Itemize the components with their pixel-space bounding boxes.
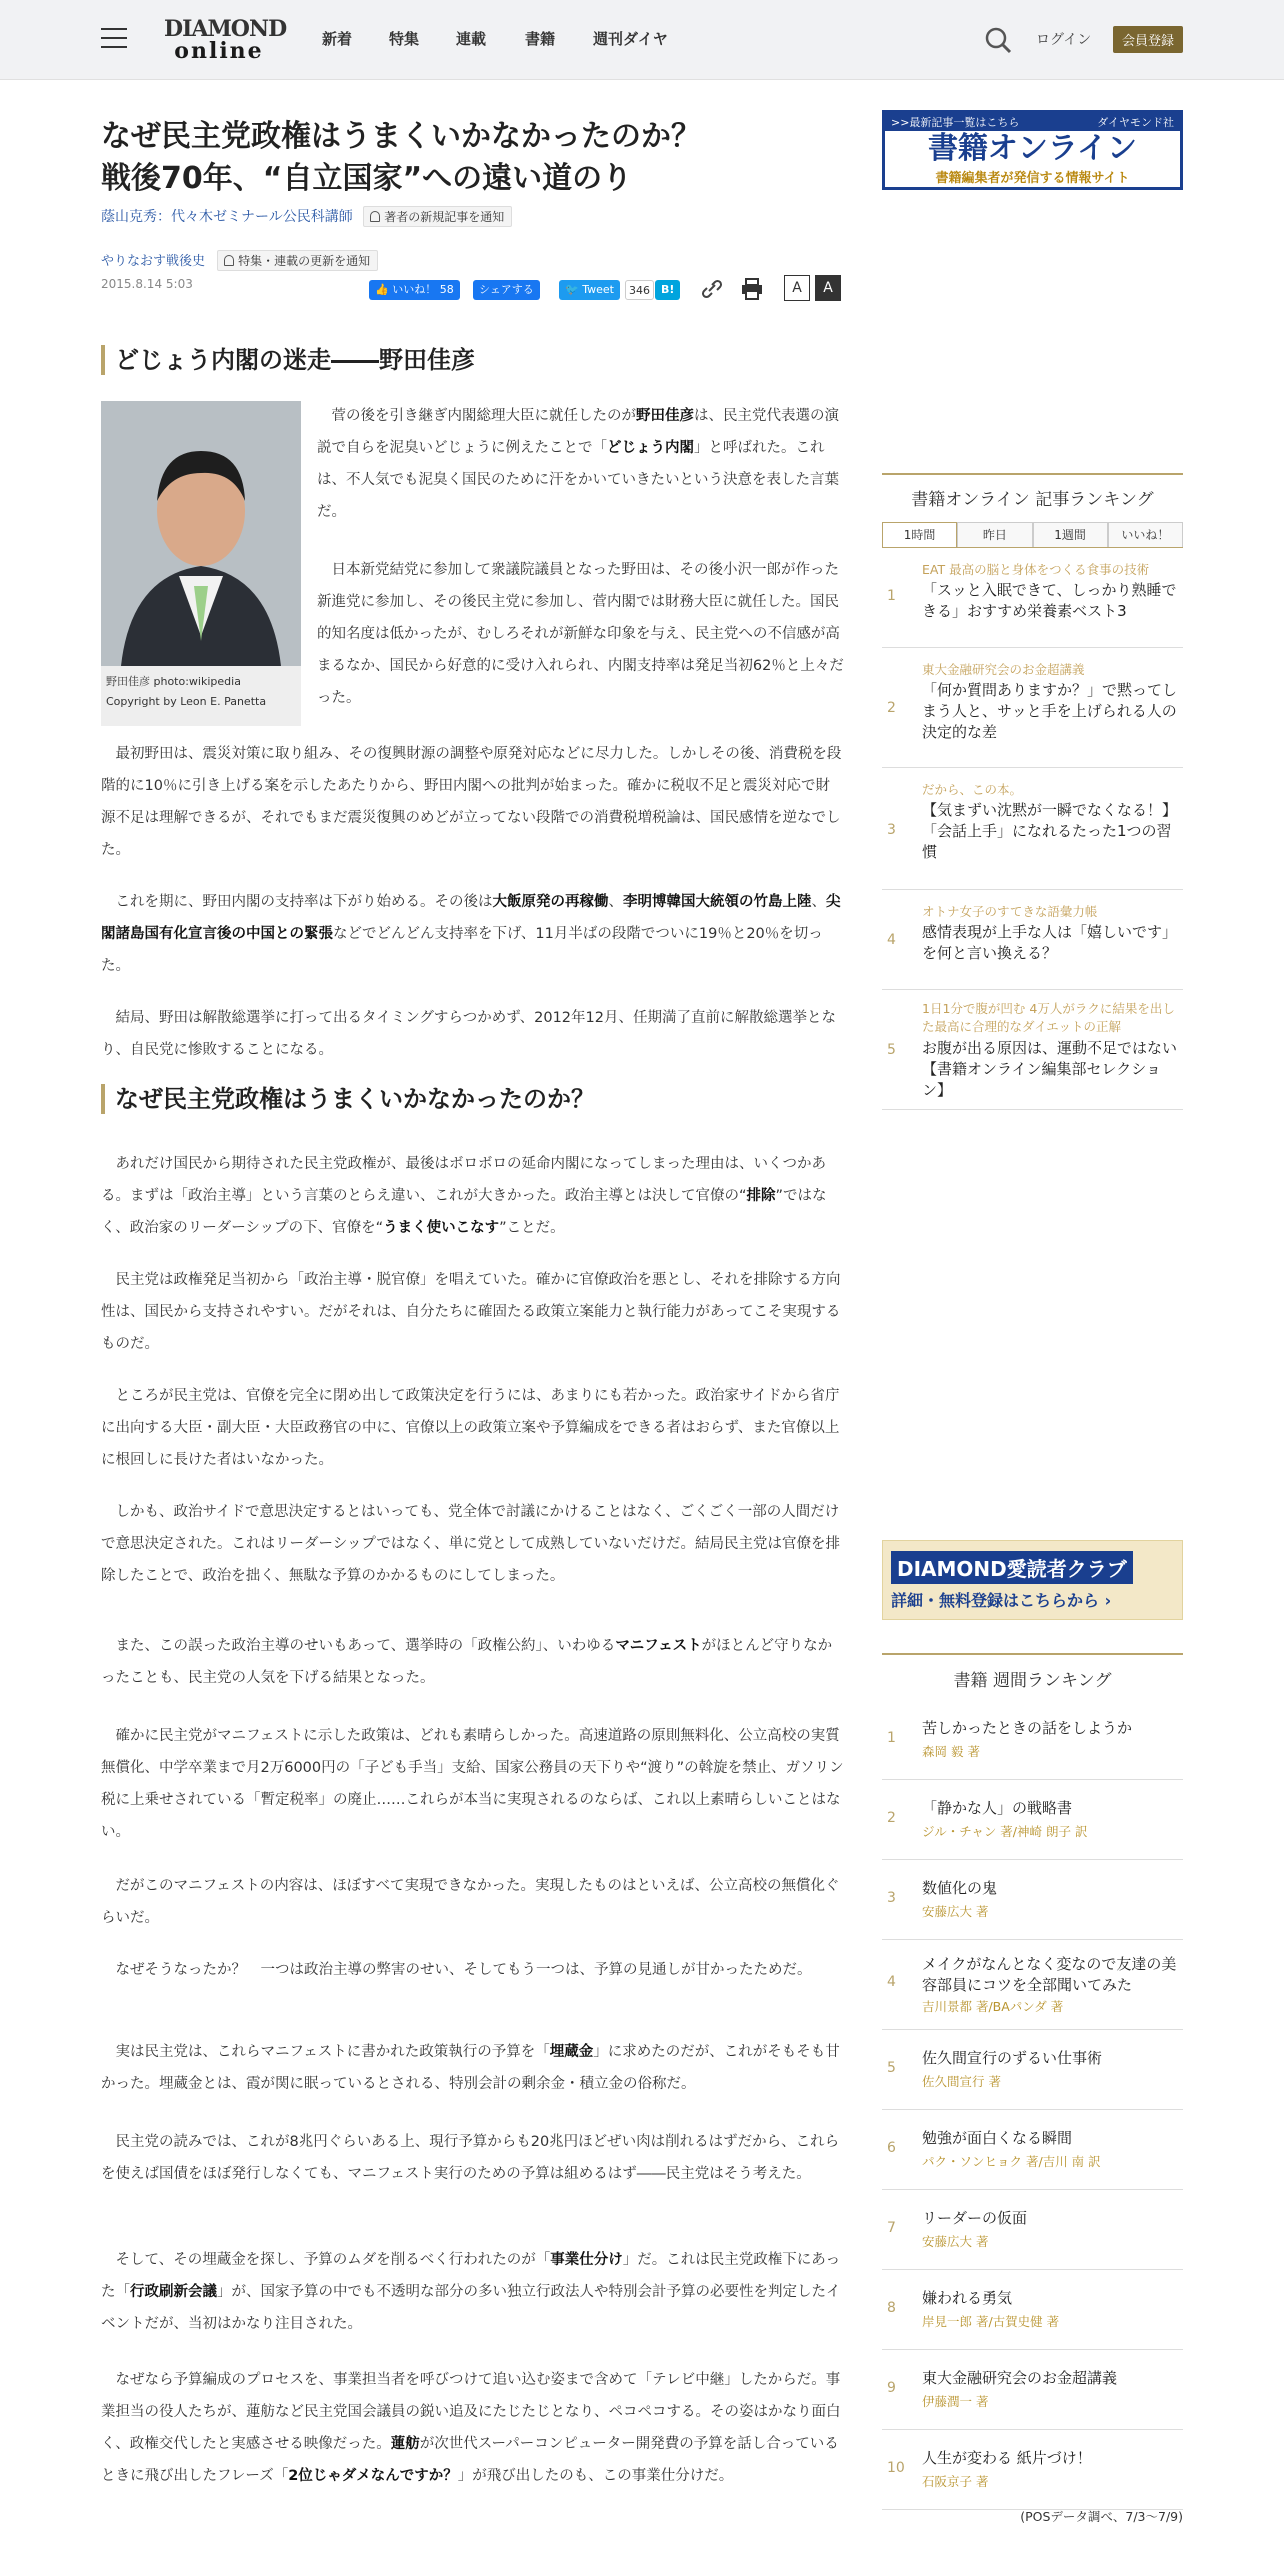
book-title: リーダーの仮面 — [922, 2209, 1028, 2227]
p4-sep-2: 、 — [811, 894, 826, 910]
rank-number: 9 — [887, 2380, 896, 2396]
book-author: 安藤広大 著 — [922, 2234, 989, 2249]
paragraph-1 — [317, 400, 844, 528]
rank-number: 1 — [887, 588, 896, 604]
book-title: 人生が変わる 紙片づけ！ — [922, 2449, 1092, 2467]
p1-text-2: は、民主党代表選の演説で自らを泥臭いどじょうに例えたことで「 — [317, 408, 839, 456]
paragraph-9: しかも、政治サイドで意思決定するとはいっても、党全体で討議にかけることはなく、ごくごく一部の人間だけで意思決定された。これはリーダーシップではなく、単に党として成熟していないだけだ。結局民主党は官僚を排除したことで、政治を拙く、無駄な予算のかかるものにしてしまった。 — [101, 1504, 841, 1584]
rank-category: 東大金融研究会のお金超講義 — [922, 662, 1085, 677]
book-author: 吉川景都 著/BAパンダ 著 — [922, 1999, 1064, 2014]
author-notify-button[interactable] — [363, 206, 512, 227]
book-title: 数値化の鬼 — [922, 1879, 998, 1897]
rank-title: 【気まずい沈黙が一瞬でなくなる！】「会話上手」になれるたった1つの習慣 — [922, 801, 1178, 861]
book-title: 佐久間宣行のずるい仕事術 — [922, 2049, 1103, 2067]
banner2-sub-text: 詳細・無料登録はこちらから — [891, 1591, 1100, 1610]
menu-icon[interactable] — [101, 28, 127, 48]
paragraph-10 — [101, 1630, 844, 1694]
ranking2-divider — [882, 1653, 1183, 1655]
ranking1-item-1[interactable] — [882, 548, 1183, 648]
font-size-small-button[interactable]: A — [784, 275, 810, 301]
photo-caption-1: 野田佳彦 photo:wikipedia — [106, 675, 241, 688]
book-title: 苦しかったときの話をしようか — [922, 1719, 1133, 1737]
rank-number: 5 — [887, 1042, 896, 1058]
publish-date: 2015.8.14 5:03 — [101, 277, 193, 291]
rank-number: 3 — [887, 1890, 896, 1906]
login-link[interactable]: ログイン — [1036, 32, 1092, 48]
books-ranking-item[interactable] — [882, 2270, 1183, 2350]
title-line-2: 戦後70年、“自立国家”への遠い道のり — [101, 161, 633, 196]
book-author: 石阪京子 著 — [922, 2474, 989, 2489]
book-author: パク・ソンヒョク 著/吉川 南 訳 — [922, 2154, 1101, 2169]
noda-portrait-image — [101, 401, 301, 666]
rank-number: 10 — [887, 2460, 905, 2476]
books-online-banner[interactable] — [882, 110, 1183, 190]
p10-text-2: がほとんど守りなかったことも、民主党の人気を下げる結果となった。 — [101, 1638, 833, 1686]
p6-text-3: ”ことだ。 — [499, 1220, 565, 1236]
book-author: 佐久間宣行 著 — [922, 2074, 1001, 2089]
title-line-1: なぜ民主党政権はうまくいかなかったのか？ — [101, 119, 701, 154]
p16-text: そして、その埋蔵金を探し、予算のムダを削るべく行われたのが「 — [101, 2252, 551, 2268]
pos-data-note: (POSデータ調べ、7/3～7/9) — [1020, 2509, 1183, 2524]
p6-text-2: ”ではなく、政治家のリーダーシップの下、官僚を“ — [101, 1188, 827, 1236]
section-heading-2: なぜ民主党政権はうまくいかなかったのか？ — [101, 1084, 844, 1114]
banner1-publisher: ダイヤモンド社 — [1097, 116, 1174, 129]
rank-number: 2 — [887, 700, 896, 716]
tweet-count: 346 — [625, 280, 654, 300]
book-title: 東大金融研究会のお金超講義 — [922, 2369, 1118, 2387]
p17-text-2: が次世代スーパーコンピューター開発費の予算を話し合っているときに飛び出したフレーズ「 — [101, 2436, 839, 2484]
ranking1-item-2[interactable] — [882, 648, 1183, 768]
paragraph-17 — [101, 2364, 844, 2492]
books-ranking-item[interactable] — [882, 1700, 1183, 1780]
paragraph-11: 確かに民主党がマニフェストに示した政策は、どれも素晴らしかった。高速道路の原則無料化、公立高校の実質無償化、中学卒業まで月2万6000円の「子ども手当」支給、国家公務員の天下りや“渡り”の斡旋を禁止、ガソリン税に上乗せされている「暫定税率」の廃止……これらが本当に実現されるのならば、これ以上素晴らしいことはない。 — [101, 1728, 844, 1840]
nav-weekly-diamond[interactable]: 週刊ダイヤ — [593, 30, 668, 48]
p10-bold: マニフェスト — [615, 1638, 702, 1654]
rank-number: 8 — [887, 2300, 896, 2316]
bell-icon — [224, 255, 234, 266]
books-ranking-item[interactable] — [882, 1940, 1183, 2030]
p1-bold-dojo: どじょう内閣 — [607, 440, 694, 456]
series-link[interactable]: やりなおす戦後史 — [101, 254, 206, 269]
font-size-large-button[interactable]: A — [815, 275, 841, 301]
p6-bold-1: 排除 — [746, 1188, 776, 1204]
rank-title: 「何か質問ありますか？」で黙ってしまう人と、サッと手を上げられる人の決定的な差 — [922, 681, 1178, 741]
author-link[interactable]: 蔭山克秀：代々木ゼミナール公民科講師 — [101, 209, 353, 225]
rank-title: お腹が出る原因は、運動不足ではない【書籍オンライン編集部セレクション】 — [922, 1039, 1178, 1099]
ranking1-divider — [882, 473, 1183, 475]
tweet-button[interactable]: 🐦 Tweet — [559, 280, 620, 300]
ranking1-item-3[interactable] — [882, 768, 1183, 890]
paragraph-6 — [101, 1148, 844, 1244]
rank-number: 5 — [887, 2060, 896, 2076]
ranking1-item-5[interactable] — [882, 990, 1183, 1110]
nav-series[interactable]: 連載 — [456, 30, 487, 48]
paragraph-2: 日本新党結党に参加して衆議院議員となった野田は、その後小沢一郎が作った新進党に参加し、その後民主党に参加し、菅内閣では財務大臣に就任した。国民的知名度は低かったが、むしろそれが新鮮な印象を与え、民主党への不信感が高まるなか、国民から好意的に受け入れられ、内閣支持率は発足当初62％と上々だった。 — [317, 562, 844, 706]
link-icon[interactable] — [699, 276, 725, 302]
p16-bold-2: 行政刷新会議 — [130, 2284, 217, 2300]
book-title: メイクがなんとなく変なので友達の美容部員にコツを全部聞いてみた — [922, 1955, 1177, 1994]
rank-number: 2 — [887, 1810, 896, 1826]
rank-number: 4 — [887, 1974, 896, 1990]
chevron-right-icon: › — [1104, 1591, 1112, 1610]
section-heading-1: どじょう内閣の迷走――野田佳彦 — [101, 345, 844, 375]
photo-caption-2: Copyright by Leon E. Panetta — [106, 695, 267, 708]
banner2-title: DIAMOND愛読者クラブ — [891, 1551, 1133, 1584]
tweet-label: Tweet — [582, 283, 614, 296]
rank-number: 4 — [887, 932, 896, 948]
paragraph-8: ところが民主党は、官僚を完全に閉め出して政策決定を行うには、あまりにも若かった。政治家サイドから省庁に出向する大臣・副大臣・大臣政務官の中に、官僚以上の政策立案や予算編成をできる者はおらず、また官僚以上に根回しに長けた者はいなかった。 — [101, 1388, 840, 1468]
nav-features[interactable]: 特集 — [389, 30, 420, 48]
rank-number: 3 — [887, 822, 896, 838]
p1-text-3: 」と呼ばれた。これは、不人気でも泥臭く国民のために汗をかいていきたいという決意を表した言葉だ。 — [317, 440, 839, 520]
tab-1hour[interactable]: 1時間 — [882, 522, 957, 547]
books-ranking-item[interactable] — [882, 1780, 1183, 1860]
site-header — [0, 0, 1284, 80]
book-author: 森岡 毅 著 — [922, 1744, 980, 1759]
paragraph-14 — [101, 2036, 844, 2100]
p6-bold-2: うまく使いこなす — [383, 1220, 500, 1236]
book-author: ジル・チャン 著/神崎 朗子 訳 — [922, 1824, 1088, 1839]
rank-category: オトナ女子のすてきな語彙力帳 — [922, 904, 1098, 919]
like-label: いいね！ 58 — [392, 283, 454, 296]
book-author: 安藤広大 著 — [922, 1904, 989, 1919]
rank-number: 1 — [887, 1730, 896, 1746]
p17-bold-1: 蓮舫 — [390, 2436, 420, 2452]
nav-new[interactable]: 新着 — [322, 30, 353, 48]
rank-title: 「スッと入眠できて、しっかり熟睡できる」おすすめ栄養素ベスト3 — [922, 581, 1177, 620]
p4-bold-1: 大飯原発の再稼働 — [492, 894, 609, 910]
author-row — [101, 206, 512, 227]
paragraph-3: 最初野田は、震災対策に取り組み、その復興財源の調整や原発対応などに尽力した。しかしその後、消費税を段階的に10％に引き上げる案を示したあたりから、野田内閣への批判が始まった。確かに税収不足と震災対応で財源不足は理解できるが、それでもまだ震災復興のめどが立ってない段階での消費税増税論は、国民感情を逆なでした。 — [101, 746, 842, 858]
p17-text-3: 」が飛び出したのも、この事業仕分けだ。 — [457, 2468, 734, 2484]
p4-sep-1: 、 — [608, 894, 623, 910]
p16-bold-1: 事業仕分け — [550, 2252, 623, 2268]
tab-likes[interactable]: いいね！ — [1108, 522, 1183, 547]
ranking2-title: 書籍 週間ランキング — [953, 1671, 1112, 1691]
series-row — [101, 250, 378, 271]
rank-number: 7 — [887, 2220, 896, 2236]
books-ranking-item[interactable] — [882, 2190, 1183, 2270]
p14-text-2: 」に求めたのだが、これがそもそも甘かった。埋蔵金とは、霞が関に眠っているとされる、特別会計の剰余金・積立金の俗称だ。 — [101, 2044, 840, 2092]
book-author: 岸見一郎 著/古賀史健 著 — [922, 2314, 1060, 2329]
rank-category: だから、この本。 — [922, 782, 1023, 797]
paragraph-16 — [101, 2244, 844, 2340]
article-photo — [101, 401, 301, 726]
p10-text: また、この誤った政治主導のせいもあって、選挙時の「政権公約」、いわゆる — [101, 1638, 616, 1654]
p14-text: 実は民主党は、これらマニフェストに書かれた政策執行の予算を「 — [101, 2044, 550, 2060]
books-ranking-item[interactable] — [882, 2350, 1183, 2430]
paragraph-13: なぜそうなったか？ 一つは政治主導の弊害のせい、そしてもう一つは、予算の見通しが甘かったためだ。 — [101, 1962, 812, 1978]
ranking1-title: 書籍オンライン 記事ランキング — [911, 490, 1154, 510]
tab-yesterday[interactable]: 昨日 — [957, 522, 1032, 547]
ranking1-item-4[interactable] — [882, 890, 1183, 990]
paragraph-15: 民主党の読みでは、これが8兆円ぐらいある上、現行予算からも20兆円ほどぜい肉は削れるはずだから、これらを使えば国債をほぼ発行しなくても、マニフェスト実行のための予算は組めるはず――民主党はそう考えた。 — [101, 2134, 840, 2182]
p16-text-2: 」だ。これは民主党政権下にあった「 — [101, 2252, 841, 2300]
register-button[interactable]: 会員登録 — [1113, 26, 1183, 53]
books-ranking-item[interactable] — [882, 2110, 1183, 2190]
banner1-subtitle: 書籍編集者が発信する情報サイト — [935, 171, 1130, 186]
paragraph-7: 民主党は政権発足当初から「政治主導・脱官僚」を唱えていた。確かに官僚政治を悪とし、それを排除する方向性は、国民から支持されやすい。だがそれは、自分たちに確固たる政策立案能力と執行能力があってこそ実現するものだ。 — [101, 1272, 841, 1352]
p4-text: これを期に、野田内閣の支持率は下がり始める。その後は — [101, 894, 493, 910]
book-author: 伊藤潤一 著 — [922, 2394, 989, 2409]
banner1-title: 書籍オンライン — [927, 131, 1138, 166]
logo-bottom-text: online — [174, 38, 264, 64]
p16-text-3: 」が、国家予算の中でも不透明な部分の多い独立行政法人や特別会計予算の必要性を判定したイベントだが、当初はかなり注目された。 — [101, 2284, 841, 2332]
p17-bold-2: 2位じゃダメなんですか？ — [288, 2468, 458, 2484]
book-title: 勉強が面白くなる瞬間 — [922, 2129, 1073, 2147]
p4-bold-2: 李明博韓国大統領の竹島上陸 — [623, 894, 812, 910]
nav-books[interactable]: 書籍 — [525, 30, 556, 48]
ranking-tabs — [882, 522, 1183, 548]
banner1-latest: >>最新記事一覧はこちら — [891, 116, 1020, 129]
rank-category: EAT 最高の脳と身体をつくる食事の技術 — [922, 562, 1150, 577]
books-ranking-item[interactable] — [882, 2430, 1183, 2510]
series-notify-label: 特集・連載の更新を通知 — [238, 254, 371, 268]
paragraph-5: 結局、野田は解散総選挙に打って出るタイミングすらつかめず、2012年12月、任期満了直前に解散総選挙となり、自民党に惨敗することになる。 — [101, 1010, 836, 1058]
author-notify-label: 著者の新規記事を通知 — [384, 210, 505, 224]
book-title: 「静かな人」の戦略書 — [922, 1799, 1073, 1817]
print-icon[interactable] — [739, 276, 765, 302]
diamond-reader-club-banner[interactable] — [882, 1540, 1183, 1620]
facebook-share-button[interactable]: シェアする — [473, 280, 540, 300]
series-notify-button[interactable] — [217, 250, 378, 271]
tab-1week[interactable]: 1週間 — [1033, 522, 1108, 547]
p14-bold: 埋蔵金 — [549, 2044, 594, 2060]
p4-text-2: などでどんどん支持率を下げ、11月半ばの段階でついに19％と20％を切った。 — [101, 926, 823, 974]
p1-bold-noda: 野田佳彦 — [636, 408, 694, 424]
article-title — [101, 116, 844, 200]
facebook-like-button[interactable]: 👍 いいね！ 58 — [369, 280, 460, 300]
p6-text: あれだけ国民から期待された民主党政権が、最後はボロボロの延命内閣になってしまった理由は、いくつかある。まずは「政治主導」という言葉のとらえ違い、これが大きかった。政治主導とは決して官僚の“ — [101, 1156, 826, 1204]
paragraph-12: だがこのマニフェストの内容は、ほぼすべて実現できなかった。実現したものはといえば、公立高校の無償化ぐらいだ。 — [101, 1878, 840, 1926]
p4-bold-3: 尖閣諸島国有化宣言後の中国との緊張 — [101, 894, 841, 942]
rank-category: 1日1分で腹が凹む 4万人がラクに結果を出した最高に合理的なダイエットの正解 — [922, 1001, 1175, 1034]
books-ranking-item[interactable] — [882, 2030, 1183, 2110]
book-title: 嫌われる勇気 — [922, 2289, 1013, 2307]
site-logo[interactable] — [164, 16, 287, 64]
books-ranking-item[interactable] — [882, 1860, 1183, 1940]
bell-icon — [370, 211, 380, 222]
banner2-subtitle — [891, 1588, 1174, 1611]
hatena-bookmark-button[interactable]: B! — [655, 280, 680, 300]
rank-title: 感情表現が上手な人は「嬉しいです」を何と言い換える？ — [922, 923, 1178, 962]
search-icon[interactable] — [984, 26, 1012, 54]
logo-top-text: DIAMOND — [164, 16, 287, 42]
rank-number: 6 — [887, 2140, 896, 2156]
banner1-top — [885, 113, 1180, 131]
paragraph-4 — [101, 886, 844, 982]
p1-text: 菅の後を引き継ぎ内閣総理大臣に就任したのが — [317, 408, 636, 424]
p17-text: なぜなら予算編成のプロセスを、事業担当者を呼びつけて追い込む姿まで含めて「テレビ中継」したからだ。事業担当の役人たちが、蓮舫など民主党国会議員の鋭い追及にたじたじとなり、ペコペコする。その姿はかなり面白く、政権交代したと実感させる映像だった。 — [101, 2372, 841, 2452]
